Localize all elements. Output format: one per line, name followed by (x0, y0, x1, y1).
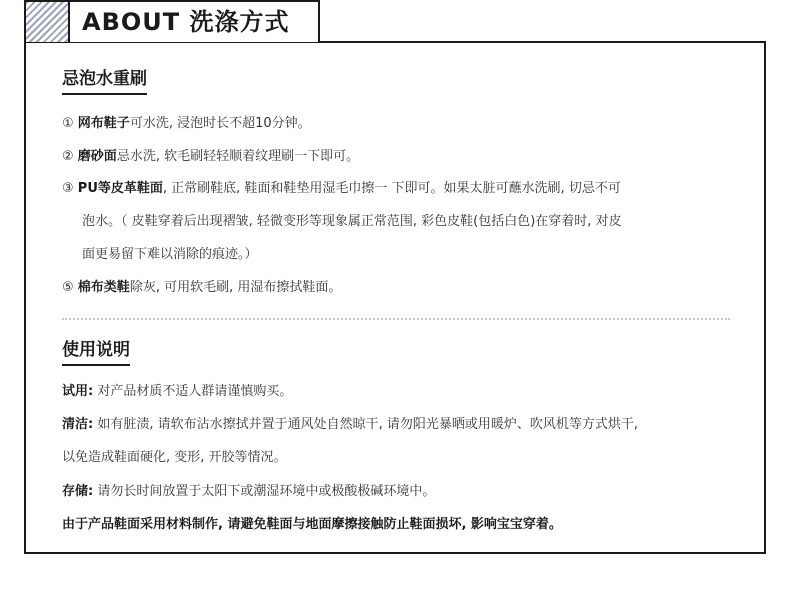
wash-item-leather-cont-1: 泡水。（ 皮鞋穿着后出现褶皱, 轻微变形等现象属正常范围, 彩色皮鞋(包括白色)在穿着时, 对皮 (82, 214, 622, 229)
wash-item-mesh (62, 115, 311, 133)
content-frame (24, 41, 766, 554)
item-marker: ① (62, 116, 74, 131)
trial-label: 试用: (62, 384, 94, 399)
wash-section-title: 忌泡水重刷 (62, 68, 147, 95)
usage-clean (62, 416, 638, 434)
striped-decoration (26, 2, 70, 42)
usage-trial (62, 383, 292, 401)
item-marker: ③ (62, 181, 74, 196)
store-label: 存储: (62, 484, 94, 499)
header-tab (24, 0, 320, 42)
usage-clean-cont: 以免造成鞋面硬化, 变形, 开胶等情况。 (62, 450, 287, 465)
item-text: 除灰, 可用软毛刷, 用湿布擦拭鞋面。 (129, 280, 342, 295)
item-text: 可水洗, 浸泡时长不超10分钟。 (129, 116, 311, 131)
wash-item-cotton (62, 279, 341, 297)
item-bold-label: 棉布类鞋 (77, 280, 130, 295)
item-marker: ⑤ (62, 280, 74, 295)
usage-store (62, 483, 435, 501)
wash-item-leather (62, 180, 621, 198)
usage-section-title: 使用说明 (62, 339, 130, 366)
item-bold-label: 磨砂面 (77, 149, 117, 164)
store-text: 请勿长时间放置于太阳下或潮湿环境中或极酸极碱环境中。 (93, 484, 436, 499)
item-bold-label: 网布鞋子 (77, 116, 130, 131)
usage-note: 由于产品鞋面采用材料制作, 请避免鞋面与地面摩擦接触防止鞋面损坏, 影响宝宝穿着。 (62, 517, 562, 532)
clean-label: 清洁: (62, 417, 94, 432)
wash-item-suede (62, 148, 359, 166)
item-text: , 正常刷鞋底, 鞋面和鞋垫用湿毛巾擦一 下即可。如果太脏可蘸水洗刷, 切忌不可 (162, 181, 621, 196)
item-marker: ② (62, 149, 74, 164)
trial-text: 对产品材质不适人群请谨慎购买。 (93, 384, 293, 399)
item-text: 忌水洗, 软毛刷轻轻顺着纹理刷一下即可。 (116, 149, 360, 164)
dotted-divider (62, 318, 730, 320)
clean-text: 如有脏渍, 请软布沾水擦拭并置于通风处自然晾干, 请勿阳光暴晒或用暖炉、吹风机等方式烘干, (93, 417, 638, 432)
wash-item-leather-cont-2: 面更易留下难以消除的痕迹。） (82, 247, 258, 262)
page-title: ABOUT 洗涤方式 (82, 8, 290, 36)
item-bold-label: PU等皮革鞋面 (77, 181, 163, 196)
